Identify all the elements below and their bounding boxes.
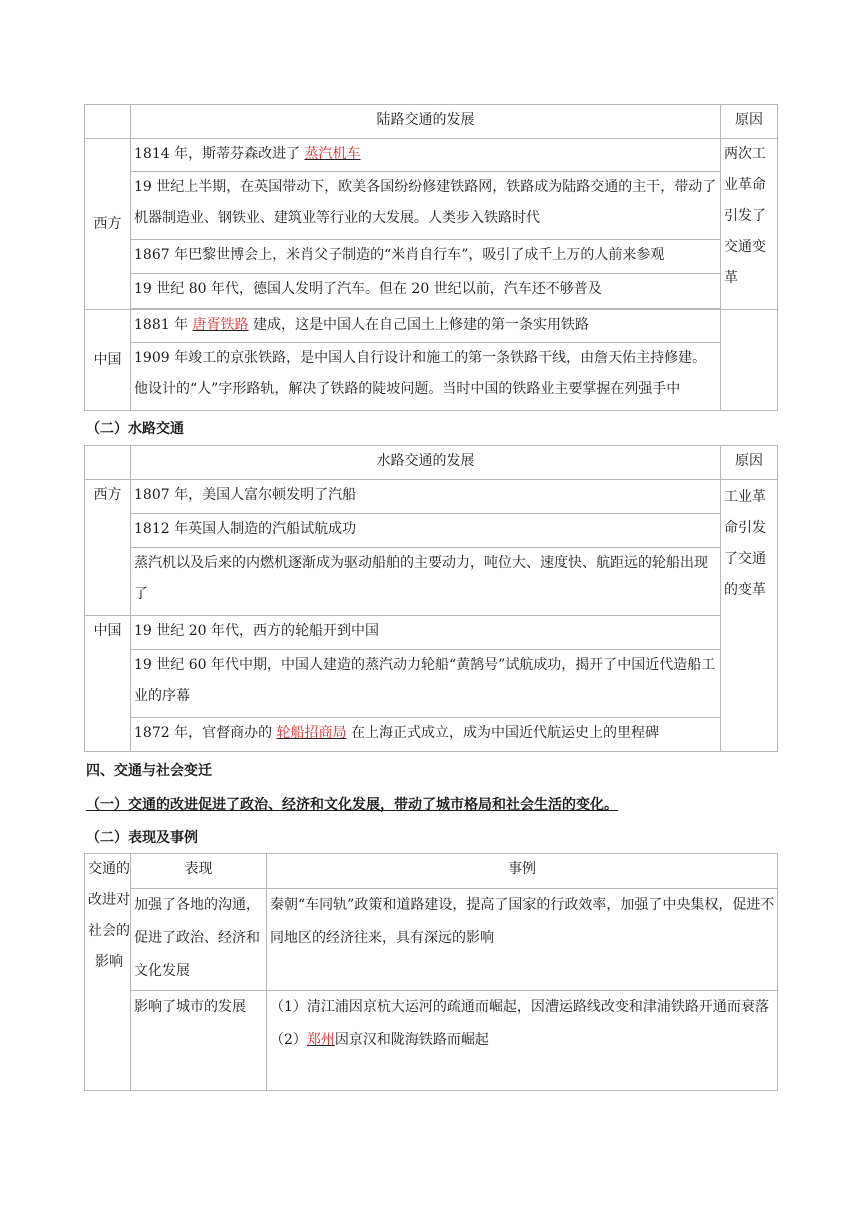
water-china-label: 中国 bbox=[85, 616, 131, 752]
land-west-row1-blank: 蒸汽机车 bbox=[304, 146, 361, 162]
water-west-row1: 1807 年，美国人富尔顿发明了汽船 bbox=[131, 480, 721, 514]
land-west-row1 bbox=[131, 139, 721, 172]
header-blank bbox=[85, 105, 131, 139]
impact-row1-example: 秦朝“车同轨”政策和道路建设，提高了国家的行政效率，加强了中央集权，促进不同地区的经济往来，具有深远的影响 bbox=[267, 889, 778, 991]
land-china-row1-blank: 唐胥铁路 bbox=[192, 317, 249, 333]
impact-row2-perf: 影响了城市的发展 bbox=[131, 991, 267, 1091]
impact-row2-example2-suffix: 因京汉和陇海铁路而崛起 bbox=[334, 1032, 489, 1048]
water-china-row3-blank: 轮船招商局 bbox=[276, 725, 347, 741]
land-header-reason: 原因 bbox=[721, 105, 778, 139]
impact-row2-example2-prefix: （2） bbox=[270, 1032, 307, 1048]
impact-row2-example bbox=[267, 991, 778, 1091]
impact-row2-example2 bbox=[270, 1024, 777, 1057]
impact-side-label: 交通的改进对社会的影响 bbox=[85, 854, 131, 1091]
land-china-row1 bbox=[131, 310, 721, 343]
land-china-label: 中国 bbox=[85, 310, 131, 411]
land-header-title: 陆路交通的发展 bbox=[131, 105, 721, 139]
water-china-row3 bbox=[131, 718, 721, 752]
water-west-row3: 蒸汽机以及后来的内燃机逐渐成为驱动船舶的主要动力，吨位大、速度快、航距远的轮船出现了 bbox=[131, 548, 721, 616]
land-china-row1-prefix: 1881 年 bbox=[134, 317, 189, 333]
water-section-title: （二）水路交通 bbox=[86, 421, 184, 437]
part4-sub1: （一）交通的改进促进了政治、经济和文化发展，带动了城市格局和社会生活的变化。 bbox=[86, 797, 618, 813]
land-west-row1-prefix: 1814 年，斯蒂芬森改进了 bbox=[134, 146, 301, 162]
water-china-row3-prefix: 1872 年，官督商办的 bbox=[134, 725, 273, 741]
water-transport-table bbox=[84, 445, 778, 752]
land-china-row2: 1909 年竣工的京张铁路，是中国人自行设计和施工的第一条铁路干线，由詹天佑主持修建。他设计的“人”字形路轨，解决了铁路的陡坡问题。当时中国的铁路业主要掌握在列强手中 bbox=[131, 343, 721, 411]
land-china-row1-suffix: 建成，这是中国人在自己国土上修建的第一条实用铁路 bbox=[253, 317, 589, 333]
part4-title: 四、交通与社会变迁 bbox=[86, 763, 212, 779]
water-header-title: 水路交通的发展 bbox=[131, 446, 721, 480]
land-transport-table bbox=[84, 104, 778, 411]
land-west-label: 西方 bbox=[85, 139, 131, 310]
water-west-label: 西方 bbox=[85, 480, 131, 616]
impact-header-perf: 表现 bbox=[131, 854, 267, 889]
land-reason: 两次工业革命引发了交通变革 bbox=[721, 139, 778, 310]
impact-row2-example2-blank: 郑州 bbox=[306, 1032, 335, 1048]
impact-header-example: 事例 bbox=[267, 854, 778, 889]
land-china-reason-blank bbox=[721, 310, 778, 411]
impact-table bbox=[84, 853, 778, 1091]
water-header-blank bbox=[85, 446, 131, 480]
impact-row2-example1: （1）清江浦因京杭大运河的疏通而崛起，因漕运路线改变和津浦铁路开通而衰落 bbox=[270, 999, 769, 1015]
water-china-row3-suffix: 在上海正式成立，成为中国近代航运史上的里程碑 bbox=[351, 725, 659, 741]
water-china-row2: 19 世纪 60 年代中期，中国人建造的蒸汽动力轮船“黄鹄号”试航成功，揭开了中国近代造船工业的序幕 bbox=[131, 650, 721, 718]
water-header-reason: 原因 bbox=[721, 446, 778, 480]
impact-row1-perf: 加强了各地的沟通，促进了政治、经济和文化发展 bbox=[131, 889, 267, 991]
water-west-row2: 1812 年英国人制造的汽船试航成功 bbox=[131, 514, 721, 548]
land-west-row4: 19 世纪 80 年代，德国人发明了汽车。但在 20 世纪以前，汽车还不够普及 bbox=[131, 274, 721, 309]
water-china-row1: 19 世纪 20 年代，西方的轮船开到中国 bbox=[131, 616, 721, 650]
part4-sub2: （二）表现及事例 bbox=[86, 830, 198, 846]
land-west-row2: 19 世纪上半期，在英国带动下，欧美各国纷纷修建铁路网，铁路成为陆路交通的主干，带动了机器制造业、钢铁业、建筑业等行业的大发展。人类步入铁路时代 bbox=[131, 172, 721, 240]
land-west-row3: 1867 年巴黎世博会上，米肖父子制造的“米肖自行车”，吸引了成千上万的人前来参观 bbox=[131, 240, 721, 274]
water-reason: 工业革命引发了交通的变革 bbox=[721, 480, 778, 752]
